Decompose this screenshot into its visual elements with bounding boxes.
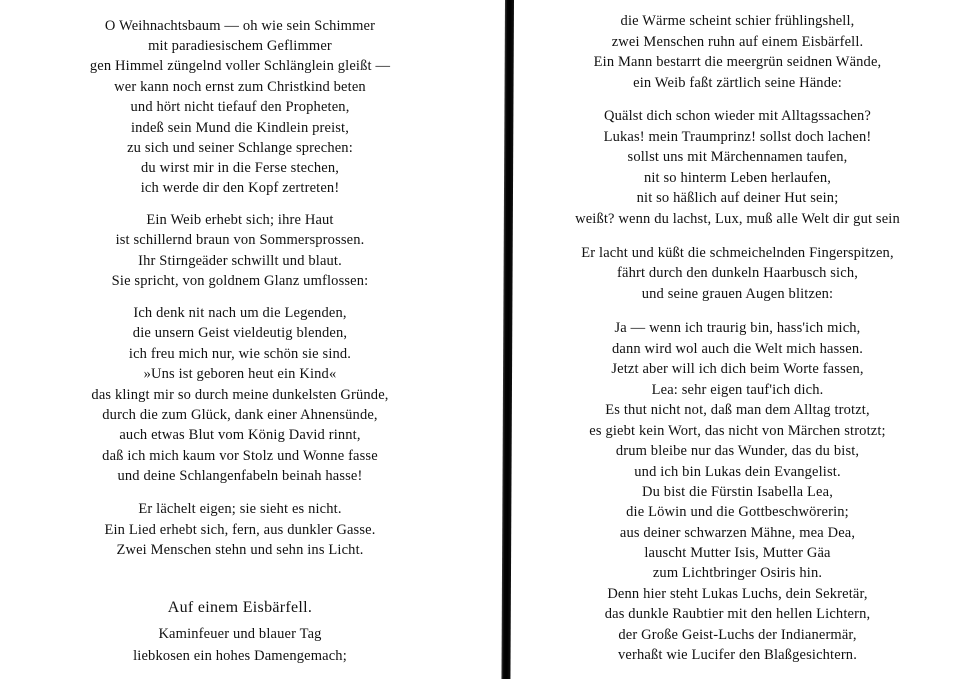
poem-line: zwei Menschen ruhn auf einem Eisbärfell. [611,34,864,50]
poem-line: und seine grauen Augen blitzen: [641,286,834,302]
poem-line: ist schillernd braun von Sommersprossen. [115,232,365,248]
poem-line: lauscht Mutter Isis, Mutter Gäa [644,545,831,561]
poem-line: wer kann noch ernst zum Christkind beten [114,79,366,95]
right-page [515,0,960,679]
poem-line: Ihr Stirngeäder schwillt und blaut. [138,253,342,269]
poem-line: gen Himmel züngelnd voller Schlänglein gleißt — [89,58,391,74]
poem-line: dann wird wol auch die Welt mich hassen. [611,341,863,357]
poem-line: die unsern Geist vieldeutig blenden, [132,325,348,341]
poem-line: mit paradiesischem Geflimmer [148,38,332,54]
poem-line: Zwei Menschen stehn und sehn ins Licht. [116,542,364,558]
poem-title: Auf einem Eisbärfell. [167,599,313,616]
poem-line: nit so hinterm Leben herlaufen, [643,170,832,186]
poem-line: Er lächelt eigen; sie sieht es nicht. [138,501,342,517]
poem-line: Ein Weib erhebt sich; ihre Haut [146,212,334,228]
poem-line: auch etwas Blut vom König David rinnt, [119,427,361,443]
poem-line: drum bleibe nur das Wunder, das du bist, [615,443,860,459]
poem-line: Sie spricht, von goldnem Glanz umflossen: [111,273,369,289]
poem-line: Ich denk nit nach um die Legenden, [133,305,347,321]
poem-line: nit so häßlich auf deiner Hut sein; [636,190,839,206]
poem-line: verhaßt wie Lucifer den Blaßgesichtern. [618,647,857,663]
poem-line: Lea: sehr eigen tauf'ich dich. [651,382,824,398]
poem-line: Quälst dich schon wieder mit Alltagssachen? [604,108,871,124]
poem-line: Ja — wenn ich traurig bin, hass'ich mich, [614,320,861,336]
poem-line: durch die zum Glück, dank einer Ahnensünde, [102,407,378,423]
poem-line: aus deiner schwarzen Mähne, mea Dea, [619,525,856,541]
poem-line: O Weihnachtsbaum — oh wie sein Schimmer [104,18,376,34]
poem-line: Du bist die Fürstin Isabella Lea, [642,484,833,500]
poem-line: Ein Lied erhebt sich, fern, aus dunkler Gasse. [104,522,376,538]
poem-line: und deine Schlangenfabeln beinah hasse! [117,468,363,484]
poem-line: und hört nicht tiefauf den Propheten, [130,99,350,115]
poem-line: das dunkle Raubtier mit den hellen Lichtern, [604,606,871,622]
poem-line: indeß sein Mund die Kindlein preist, [130,120,350,136]
poem-line: du wirst mir in die Ferse stechen, [141,160,339,176]
poem-line: sollst uns mit Märchennamen taufen, [627,149,848,165]
poem-line: es giebt kein Wort, das nicht von Märchen strotzt; [589,423,886,439]
poem-line: Er lacht und küßt die schmeichelnden Fingerspitzen, [581,245,894,261]
poem-line: Denn hier steht Lukas Luchs, dein Sekretär, [607,586,868,602]
poem-line: ein Weib faßt zärtlich seine Hände: [633,75,842,91]
poem-line: ich werde dir den Kopf zertreten! [140,180,340,196]
poem-line: »Uns ist geboren heut ein Kind« [143,366,337,382]
poem-line: Ein Mann bestarrt die meergrün seidnen Wände, [593,54,882,70]
poem-line: die Wärme scheint schier frühlingshell, [620,13,855,29]
poem-line: Jetzt aber will ich dich beim Worte fassen, [611,361,864,377]
poem-line: Kaminfeuer und blauer Tag [158,626,322,642]
poem-line: zu sich und seiner Schlange sprechen: [127,140,353,156]
poem-line: fährt durch den dunkeln Haarbusch sich, [617,265,858,281]
poem-line: daß ich mich kaum vor Stolz und Wonne fasse [102,448,378,464]
poem-line: das klingt mir so durch meine dunkelsten Gründe, [91,387,389,403]
poem-line: und ich bin Lukas dein Evangelist. [634,464,841,480]
poem-line: Lukas! mein Traumprinz! sollst doch lachen! [603,129,872,145]
poem-line: liebkosen ein hohes Damengemach; [133,648,347,664]
poem-line: ich freu mich nur, wie schön sie sind. [128,346,352,362]
poem-line: der Große Geist-Luchs der Indianermär, [618,627,857,643]
poem-line: Es thut nicht not, daß man dem Alltag trotzt, [605,402,870,418]
poem-line: die Löwin und die Gottbeschwörerin; [626,504,849,520]
poem-line: weißt? wenn du lachst, Lux, muß alle Welt dir gut sein [575,211,900,227]
poem-line: zum Lichtbringer Osiris hin. [652,565,823,581]
